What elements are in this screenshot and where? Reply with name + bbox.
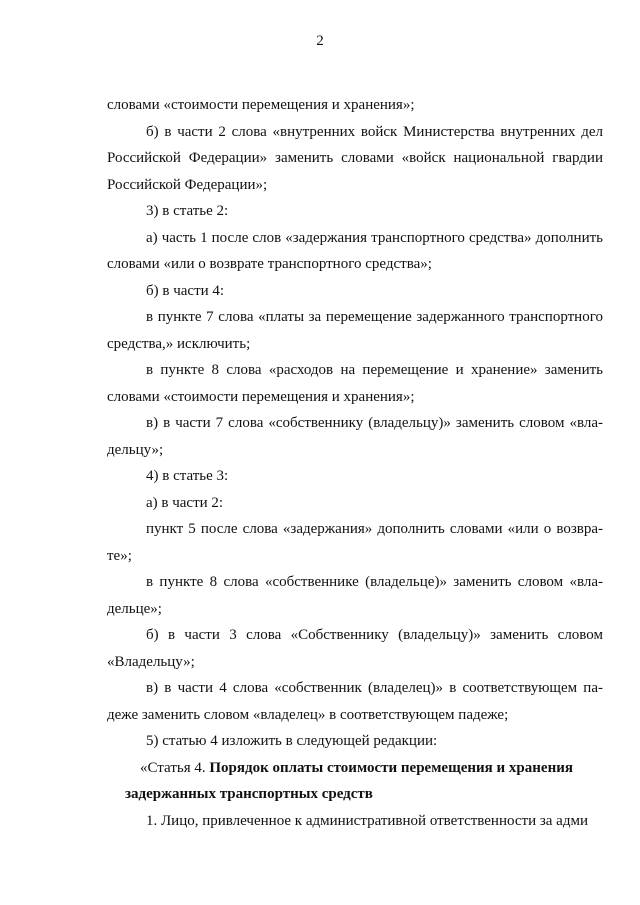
paragraph: в) в части 7 слова «собственнику (владельцу)» заменить словом «владельцу»; [107,415,603,458]
article-heading-continuation: задержанных транспортных средств [125,786,373,802]
paragraph: словами «стоимости перемещения и хранения»; [107,97,415,113]
paragraph: а) часть 1 после слов «задержания транспортного средства» дополнить словами «или о возврате транспортного средства»; [107,229,603,272]
paragraph: в пункте 7 слова «платы за перемещение задержанного транспортного средства,» исключить; [107,309,603,352]
paragraph: 5) статью 4 изложить в следующей редакции: [146,733,438,749]
paragraph: в пункте 8 слова «расходов на перемещение и хранение» заменить словами «стоимости перемещения и хранения»; [107,362,603,405]
paragraph: а) в части 2: [146,494,224,511]
article-heading-title: Порядок оплаты стоимости перемещения и хранения [209,759,573,776]
paragraph: б) в части 3 слова «Собственнику (владельцу)» заменить словом «Владельцу»; [107,627,603,670]
article-heading [107,755,603,782]
page-number: 2 [316,33,324,49]
paragraph: б) в части 4: [146,282,225,299]
article-heading-prefix: «Статья 4. [140,759,210,776]
paragraph: б) в части 2 слова «внутренних войск Министерства внутренних дел Российской Федерации» заменить словами «войск национальной гвардии Российской Федерации»; [107,123,603,193]
paragraph: в пункте 8 слова «собственнике (владельце)» заменить словом «владельце»; [107,574,603,617]
paragraph: 3) в статье 2: [146,203,229,219]
document-body [107,92,603,834]
paragraph: 4) в статье 3: [146,468,229,484]
paragraph: в) в части 4 слова «собственник (владелец)» в соответствующем падеже заменить словом «владелец» в соответствующем падеже; [107,680,603,723]
paragraph: 1. Лицо, привлеченное к административной ответственности за адми [146,812,588,829]
paragraph: пункт 5 после слова «задержания» дополнить словами «или о возврате»; [107,521,603,564]
